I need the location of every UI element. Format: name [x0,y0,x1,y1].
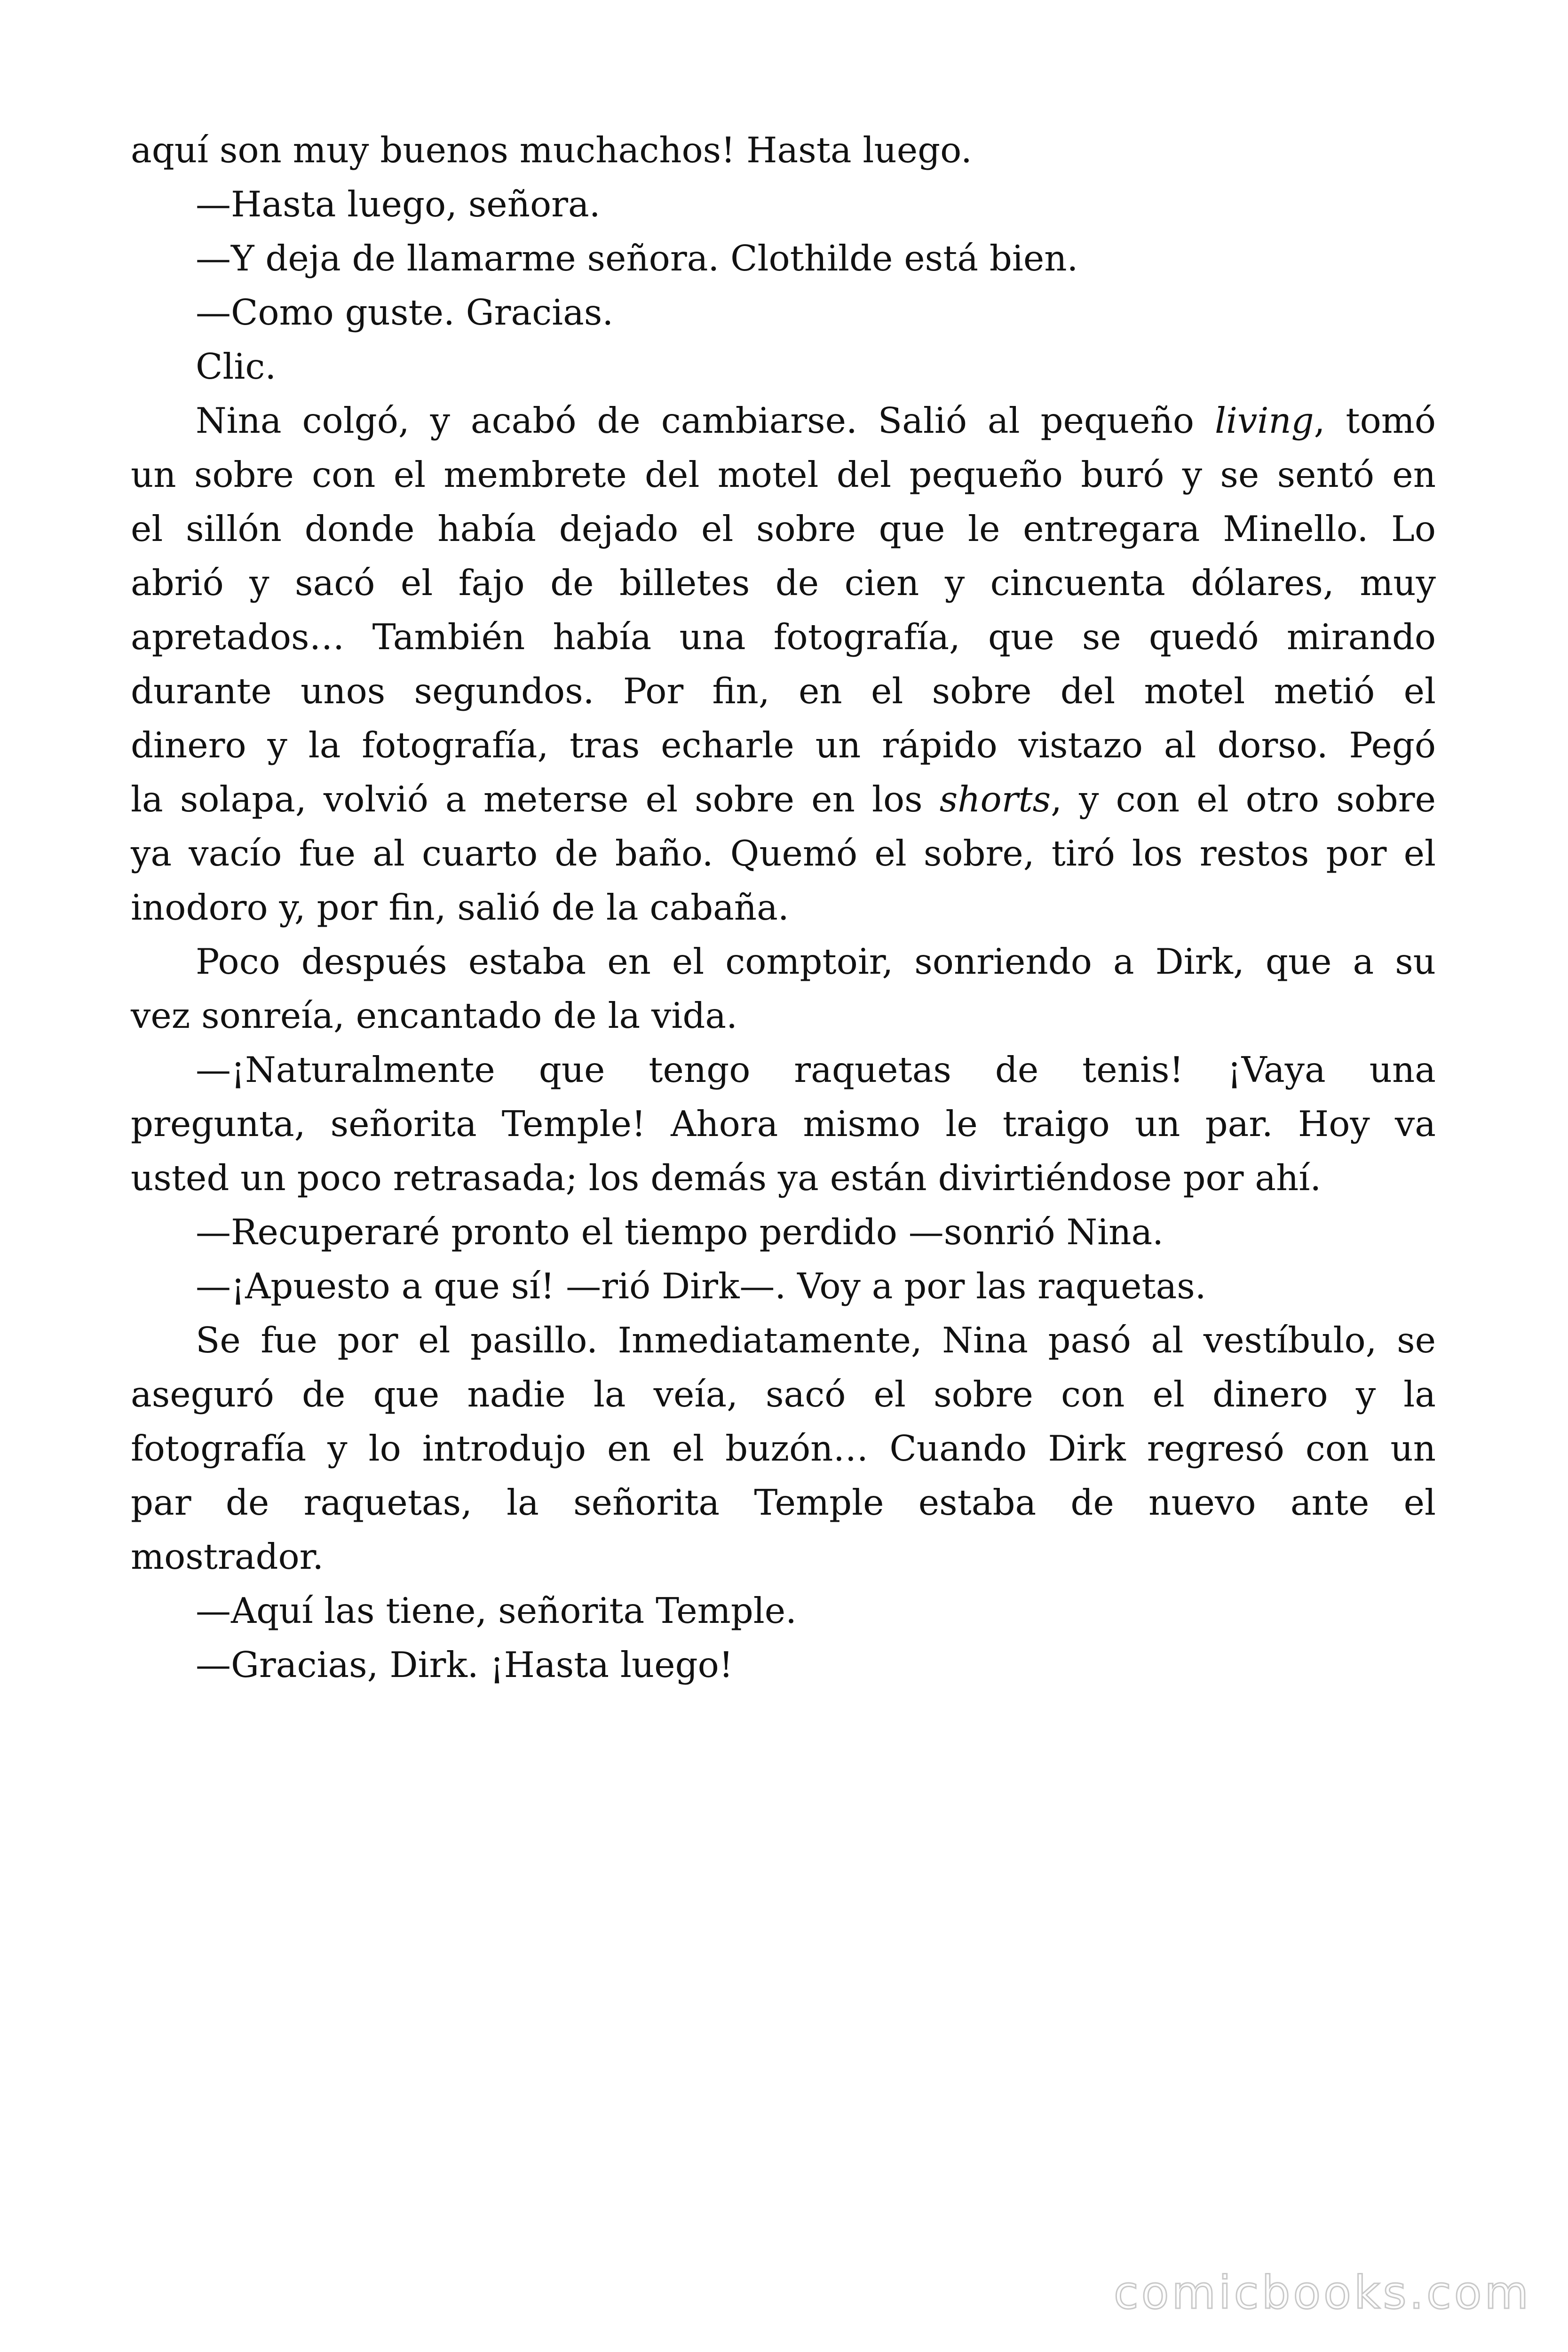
text-line [131,610,1436,664]
text-line [131,1097,1436,1151]
text-line [131,1584,1436,1638]
text-line [131,1367,1436,1422]
text-segment: un sobre con el membrete del motel del pequeño buró y se sentó en [131,454,1436,495]
text-line [131,1530,1436,1584]
text-line [131,1151,1436,1205]
text-segment: ya vacío fue al cuarto de baño. Quemó el sobre, tiró los restos por el [131,833,1436,874]
text-line [131,1205,1436,1259]
text-segment: —Aquí las tiene, señorita Temple. [196,1590,797,1631]
text-line [131,556,1436,610]
text-line [131,664,1436,718]
text-segment: pregunta, señorita Temple! Ahora mismo le traigo un par. Hoy va [131,1103,1436,1144]
text-segment: apretados… También había una fotografía, que se quedó mirando [131,616,1436,658]
text-segment: dinero y la fotografía, tras echarle un rápido vistazo al dorso. Pegó [131,724,1436,766]
text-segment: , tomó [1314,400,1436,441]
watermark: comicbooks.com [1113,2266,1531,2319]
text-segment: Poco después estaba en el comptoir, sonriendo a Dirk, que a su [196,941,1436,982]
text-line [131,1638,1436,1692]
text-segment: —¡Apuesto a que sí! —rió Dirk—. Voy a por las raquetas. [196,1265,1206,1307]
text-line [131,286,1436,340]
text-line [131,502,1436,556]
italic-text: shorts [939,779,1051,820]
text-segment: —Gracias, Dirk. ¡Hasta luego! [196,1644,733,1685]
text-line [131,989,1436,1043]
text-segment: la solapa, volvió a meterse el sobre en los [131,779,940,820]
text-segment: mostrador. [131,1536,324,1577]
text-segment: aseguró de que nadie la veía, sacó el sobre con el dinero y la [131,1374,1436,1415]
text-segment: Nina colgó, y acabó de cambiarse. Salió al pequeño [196,400,1215,441]
text-line [131,826,1436,881]
text-segment: durante unos segundos. Por fin, en el sobre del motel metió el [131,670,1436,712]
text-line [131,1259,1436,1313]
text-line [131,1043,1436,1097]
text-line [131,772,1436,826]
text-line [131,1476,1436,1530]
text-line [131,1422,1436,1476]
text-line [131,881,1436,935]
text-segment: —Como guste. Gracias. [196,292,614,333]
text-segment: —Hasta luego, señora. [196,183,601,225]
text-line [131,231,1436,286]
text-line [131,123,1436,177]
text-segment: aquí son muy buenos muchachos! Hasta luego. [131,129,972,171]
text-line [131,718,1436,772]
text-line [131,1313,1436,1367]
text-line [131,340,1436,394]
text-line [131,935,1436,989]
body-text [131,123,1436,1692]
italic-text: living [1215,400,1314,441]
text-line [131,394,1436,448]
text-segment: fotografía y lo introdujo en el buzón… Cuando Dirk regresó con un [131,1428,1436,1469]
text-line [131,177,1436,231]
text-segment: el sillón donde había dejado el sobre que le entregara Minello. Lo [131,508,1436,549]
text-segment: par de raquetas, la señorita Temple estaba de nuevo ante el [131,1482,1436,1523]
text-segment: , y con el otro sobre [1051,779,1436,820]
text-segment: usted un poco retrasada; los demás ya están divirtiéndose por ahí. [131,1157,1322,1199]
text-segment: Clic. [196,346,277,387]
text-segment: —¡Naturalmente que tengo raquetas de tenis! ¡Vaya una [196,1049,1436,1090]
text-segment: Se fue por el pasillo. Inmediatamente, Nina pasó al vestíbulo, se [196,1319,1436,1361]
text-segment: —Y deja de llamarme señora. Clothilde está bien. [196,238,1078,279]
text-segment: vez sonreía, encantado de la vida. [131,995,737,1036]
text-segment: —Recuperaré pronto el tiempo perdido —sonrió Nina. [196,1211,1164,1253]
text-segment: inodoro y, por fin, salió de la cabaña. [131,887,789,928]
text-line [131,448,1436,502]
text-segment: abrió y sacó el fajo de billetes de cien y cincuenta dólares, muy [131,562,1436,604]
